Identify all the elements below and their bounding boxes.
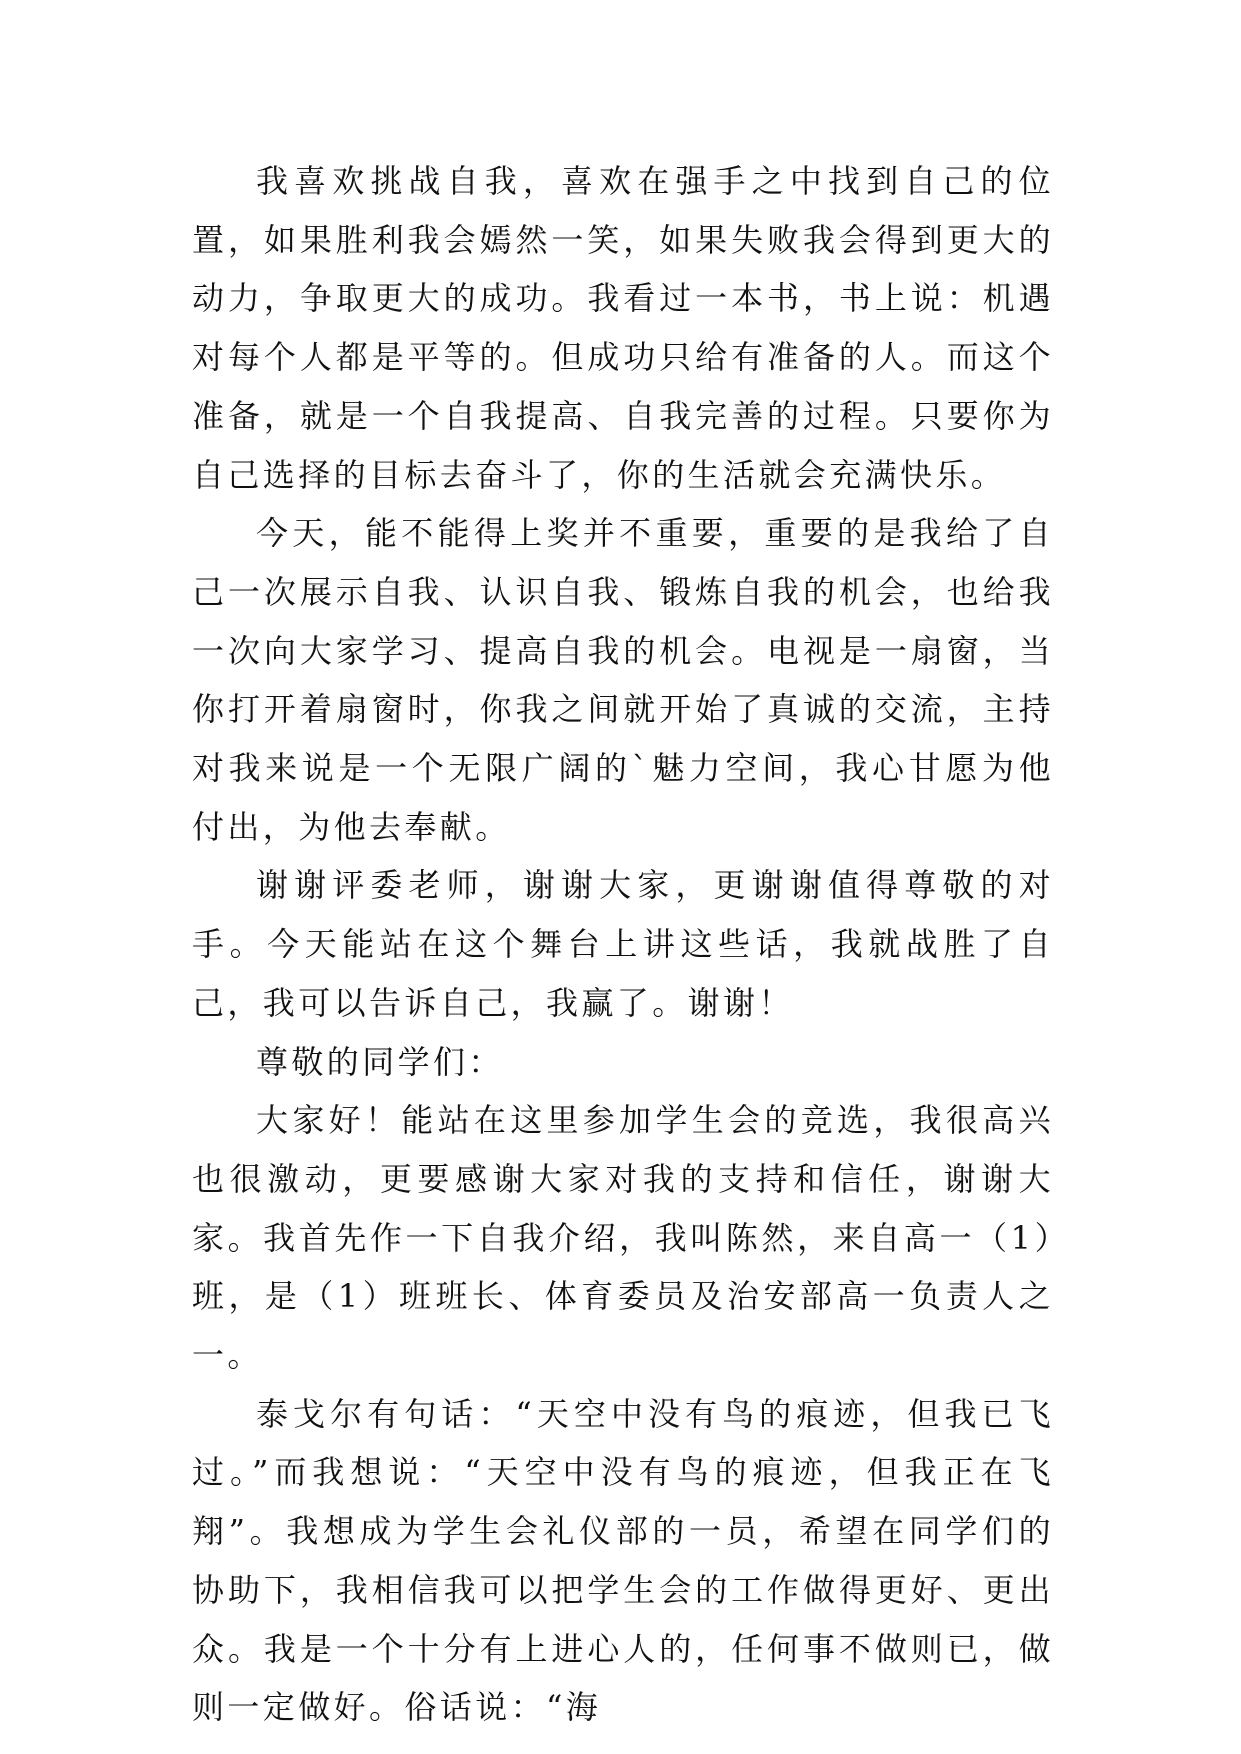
paragraph-challenge-self: 我喜欢挑战自我，喜欢在强手之中找到自己的位置，如果胜利我会嫣然一笑，如果失败我会得到更大的动力，争取更大的成功。我看过一本书，书上说：机遇对每个人都是平等的。但成功只给有准备的人。而这个准备，就是一个自我提高、自我完善的过程。只要你为自己选择的目标去奋斗了，你的生活就会充满快乐。	[192, 162, 1054, 494]
paragraph-salutation: 尊敬的同学们：	[256, 1042, 504, 1081]
paragraph-self-introduction: 大家好！能站在这里参加学生会的竞选，我很高兴也很激动，更要感谢大家对我的支持和信任，谢谢大家。我首先作一下自我介绍，我叫陈然，来自高一（1）班，是（1）班班长、体育委员及治安部高一负责人之一。	[192, 1101, 1054, 1375]
paragraph-tagore-quote: 泰戈尔有句话：“天空中没有鸟的痕迹，但我已飞过。”而我想说：“天空中没有鸟的痕迹，但我正在飞翔”。我想成为学生会礼仪部的一员，希望在同学们的协助下，我相信我可以把学生会的工作做得更好、更出众。我是一个十分有上进心人的，任何事不做则已，做则一定做好。俗话说：“海	[192, 1394, 1054, 1727]
paragraph-thanks-judges: 谢谢评委老师，谢谢大家，更谢谢值得尊敬的对手。今天能站在这个舞台上讲这些话，我就战胜了自己，我可以告诉自己，我赢了。谢谢！	[192, 866, 1054, 1022]
document-body	[192, 152, 1054, 1737]
paragraph-today-award: 今天，能不能得上奖并不重要，重要的是我给了自己一次展示自我、认识自我、锻炼自我的机会，也给我一次向大家学习、提高自我的机会。电视是一扇窗，当你打开着扇窗时，你我之间就开始了真诚的交流，主持对我来说是一个无限广阔的`魅力空间，我心甘愿为他付出，为他去奉献。	[192, 514, 1054, 846]
